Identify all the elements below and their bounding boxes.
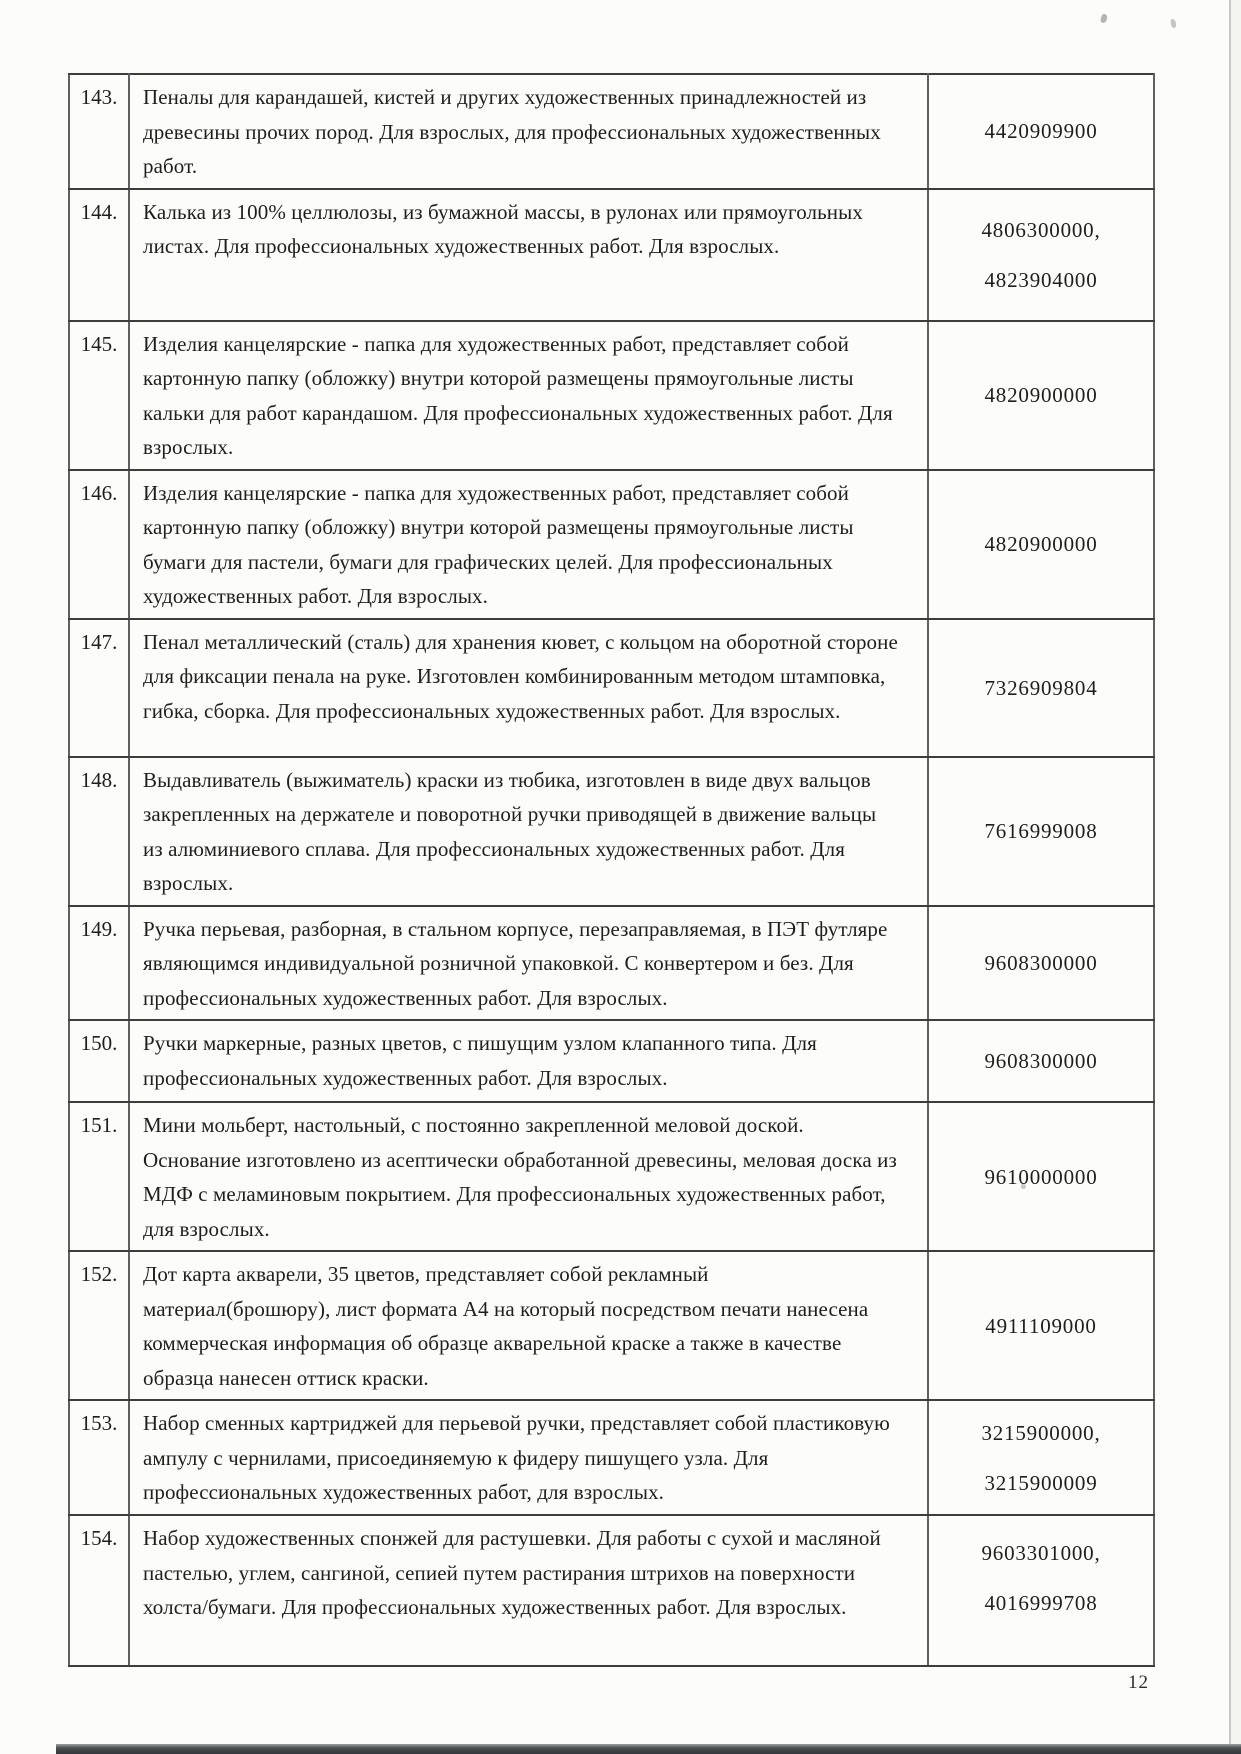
customs-goods-table — [68, 73, 1155, 1667]
item-description: Мини мольберт, настольный, с постоянно закрепленной меловой доской. Основание изготовлено из асептически обработанной древесины, меловая доска из МДФ с меламиновым покрытием. Для профессиональных художественных работ, для взрослых. — [129, 1102, 928, 1251]
row-number: 146. — [69, 470, 129, 619]
hs-code: 7326909804 — [984, 675, 1098, 700]
hs-code-cell — [928, 757, 1154, 906]
item-description: Набор художественных спонжей для растушевки. Для работы с сухой и масляной пастелью, углем, сангиной, сепией путем растирания штрихов на поверхности холста/бумаги. Для профессиональных художественных работ. Для взрослых. — [129, 1515, 928, 1666]
hs-code-cell — [928, 470, 1154, 619]
hs-code-cell — [928, 1251, 1154, 1400]
table-row — [69, 74, 1154, 189]
hs-code-cell — [928, 619, 1154, 757]
item-description: Набор сменных картриджей для перьевой ручки, представляет собой пластиковую ампулу с чернилами, присоединяемую к фидеру пишущего узла. Для профессиональных художественных работ, для взрослых. — [129, 1400, 928, 1515]
hs-code-cell — [928, 321, 1154, 470]
hs-code: 4911109000 — [985, 1313, 1097, 1338]
table-row — [69, 1102, 1154, 1251]
hs-code: 4420909900 — [984, 119, 1098, 144]
row-number: 152. — [69, 1251, 129, 1400]
hs-code: 9608300000 — [984, 1049, 1098, 1073]
scan-right-margin — [1231, 0, 1241, 1754]
row-number: 148. — [69, 757, 129, 906]
scan-speck — [1170, 19, 1177, 29]
row-number: 144. — [69, 189, 129, 321]
hs-code: 4820900000 — [984, 383, 1098, 407]
item-description: Выдавливатель (выжиматель) краски из тюбика, изготовлен в виде двух вальцов закрепленных на держателе и поворотной ручки приводящей в движение вальцы из алюминиевого сплава. Для профессиональных художественных работ. Для взрослых. — [129, 757, 928, 906]
table-row — [69, 1020, 1154, 1102]
item-description: Дот карта акварели, 35 цветов, представляет собой рекламный материал(брошюру), лист формата А4 на который посредством печати нанесена коммерческая информация об образце акварельной краске а также в качестве образца нанесен оттиск краски. — [129, 1251, 928, 1400]
hs-code: 3215900000, — [981, 1420, 1101, 1445]
item-description: Ручка перьевая, разборная, в стальном корпусе, перезаправляемая, в ПЭТ футляре являющимся индивидуальной розничной упаковкой. С конвертером и без. Для профессиональных художественных работ. Для взрослых. — [129, 906, 928, 1021]
hs-code: 4820900000 — [984, 532, 1098, 556]
table-row — [69, 470, 1154, 619]
hs-code: 4806300000, — [981, 217, 1101, 242]
table-row — [69, 1251, 1154, 1400]
table-row — [69, 1515, 1154, 1666]
hs-code-cell — [928, 1020, 1154, 1102]
scan-bottom-edge — [56, 1744, 1241, 1754]
item-description: Изделия канцелярские - папка для художественных работ, представляет собой картонную папку (обложку) внутри которой размещены прямоугольные листы бумаги для пастели, бумаги для графических целей. Для профессиональных художественных работ. Для взрослых. — [129, 470, 928, 619]
table-row — [69, 619, 1154, 757]
hs-code-cell — [928, 1515, 1154, 1666]
page-edge-line — [1229, 0, 1231, 1747]
item-description: Пенал металлический (сталь) для хранения кювет, с кольцом на оборотной стороне для фиксации пенала на руке. Изготовлен комбинированным методом штамповка, гибка, сборка. Для профессиональных художественных работ. Для взрослых. — [129, 619, 928, 757]
scan-speck — [1021, 1184, 1026, 1189]
item-description: Ручки маркерные, разных цветов, с пишущим узлом клапанного типа. Для профессиональных художественных работ. Для взрослых. — [129, 1020, 928, 1102]
row-number: 143. — [69, 74, 129, 189]
table-row — [69, 757, 1154, 906]
hs-code: 9610000000 — [984, 1164, 1098, 1189]
hs-code-cell — [928, 1102, 1154, 1251]
hs-code: 9608300000 — [984, 950, 1098, 975]
item-description: Изделия канцелярские - папка для художественных работ, представляет собой картонную папку (обложку) внутри которой размещены прямоугольные листы кальки для работ карандашом. Для профессиональных художественных работ. Для взрослых. — [129, 321, 928, 470]
table-row — [69, 189, 1154, 321]
hs-code-cell — [928, 189, 1154, 321]
row-number: 150. — [69, 1020, 129, 1102]
row-number: 153. — [69, 1400, 129, 1515]
row-number: 151. — [69, 1102, 129, 1251]
table-row — [69, 321, 1154, 470]
row-number: 149. — [69, 906, 129, 1021]
row-number: 147. — [69, 619, 129, 757]
item-description: Калька из 100% целлюлозы, из бумажной массы, в рулонах или прямоугольных листах. Для профессиональных художественных работ. Для взрослых. — [129, 189, 928, 321]
page-number: 12 — [1128, 1672, 1149, 1693]
row-number: 145. — [69, 321, 129, 470]
hs-code: 3215900009 — [984, 1470, 1098, 1495]
hs-code-cell — [928, 906, 1154, 1021]
hs-code-cell — [928, 74, 1154, 189]
hs-code: 9603301000, — [981, 1541, 1101, 1565]
hs-code: 7616999008 — [984, 819, 1098, 843]
table-row — [69, 906, 1154, 1021]
hs-code: 4823904000 — [984, 267, 1098, 292]
hs-code: 4016999708 — [984, 1591, 1098, 1615]
table-row — [69, 1400, 1154, 1515]
hs-code-cell — [928, 1400, 1154, 1515]
item-description: Пеналы для карандашей, кистей и других художественных принадлежностей из древесины прочих пород. Для взрослых, для профессиональных художественных работ. — [129, 74, 928, 189]
row-number: 154. — [69, 1515, 129, 1666]
scan-speck — [1100, 13, 1108, 23]
